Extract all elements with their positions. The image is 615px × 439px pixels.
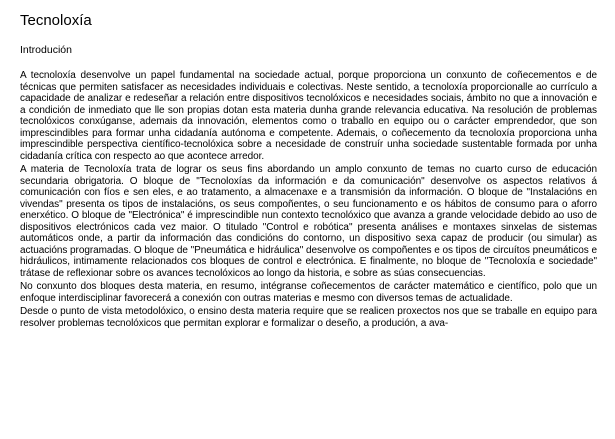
paragraph-2: A materia de Tecnoloxía trata de lograr os seus fins abordando un amplo conxunto de temas no cuarto curso de educación secundaria obrigatoria. O bloque de "Tecnoloxías da información e da comunicación" desenvolve os aspectos relativos á comunicación con fíos e sen eles, e ao tratamento, a almacenaxe e a transmisión da información. O bloque de "Instalacións en vivendas" presenta os tipos de instalacións, os seus compoñentes, o seu funcionamento e os hábitos de consumo para o aforro enerxético. O bloque de "Electrónica" é imprescindible nun contexto tecnolóxico que avanza a grande velocidade debido ao uso de dispositivos electrónicos cada vez maior. O titulado "Control e robótica" presenta análises e montaxes sinxelas de sistemas automáticos onde, a partir da información das condicións do contorno, un dispositivo sexa capaz de producir (ou simular) as actuacións programadas. O bloque de "Pneumática e hidráulica" desenvolve os compoñentes e os tipos de circuítos pneumáticos e hidráulicos, intimamente relacionados cos bloques de control e electrónica. E finalmente, no bloque de "Tecnoloxía e sociedade" trátase de reflexionar sobre os avances tecnolóxicos ao longo da historia, e sobre as súas consecuencias. <box>20 164 597 279</box>
paragraph-4: Desde o punto de vista metodolóxico, o ensino desta materia require que se realicen proxectos nos que se traballe en equipo para resolver problemas tecnolóxicos que permitan explorar e formalizar o deseño, a produción, a ava- <box>20 306 597 329</box>
paragraph-3: No conxunto dos bloques desta materia, en resumo, intégranse coñecementos de carácter matemático e científico, polo que un enfoque interdisciplinar favorecerá a conexión con outras materias e mesmo con diversos temas de actualidade. <box>20 281 597 304</box>
section-heading: Introdución <box>20 44 72 56</box>
body-text <box>20 70 597 331</box>
paragraph-1: A tecnoloxía desenvolve un papel fundamental na sociedade actual, porque proporciona un conxunto de coñecementos e de técnicas que permiten satisfacer as necesidades individuais e colectivas. Neste sentido, a tecnoloxía proporcionalle ao currículo a capacidade de analizar e redeseñar a relación entre dispositivos tecnolóxicos e necesidades sociais, ámbito no que a innovación e a condición de inmediato que lle son propias dotan esta materia dunha grande relevancia educativa. Na resolución de problemas tecnolóxicos conxúganse, ademais da innovación, elementos como o traballo en equipo ou o carácter emprendedor, que son imprescindibles para formar unha cidadanía autónoma e competente. Ademais, o coñecemento da tecnoloxía proporciona unha imprescindible perspectiva científico-tecnolóxica sobre a necesidade de construír unha sociedade sustentable formada por unha cidadanía crítica con respecto ao que acontece arredor. <box>20 70 597 162</box>
document-title: Tecnoloxía <box>20 12 92 29</box>
